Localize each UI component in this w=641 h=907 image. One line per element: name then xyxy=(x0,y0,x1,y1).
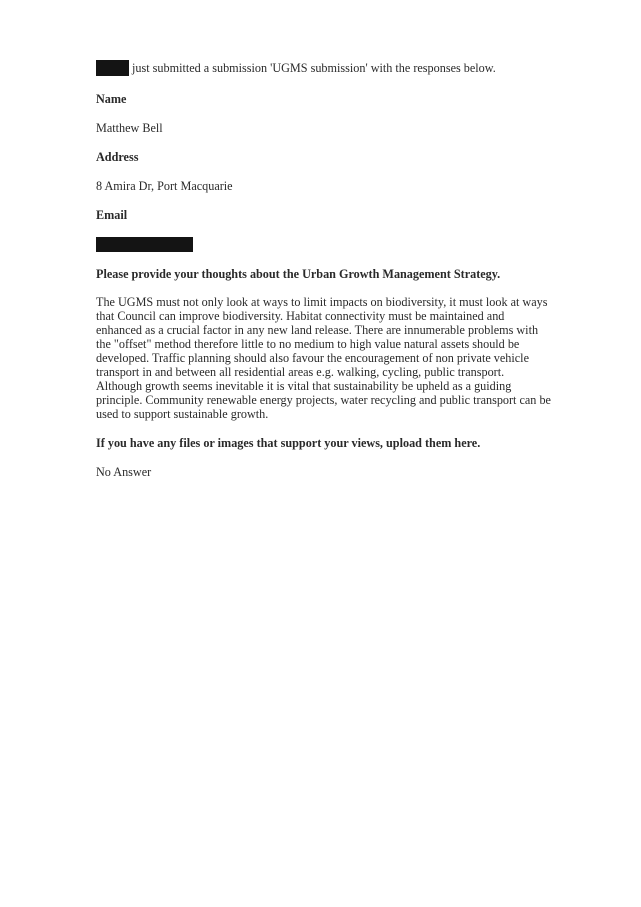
answer-ugms-thoughts: The UGMS must not only look at ways to limit impacts on biodiversity, it must look at ways that Council can improve biodiversity. Habitat connectivity must be maintained and enhanced as a crucial factor in any new land release. There are innumerable problems with the "offset" method therefore little to no medium to high value natural assets should be developed. Traffic planning should also favour the encouragement of non private vehicle transport in and between all residential areas e.g. walking, cycling, public transport. Although growth seems inevitable it is vital that sustainability be upheld as a guiding principle. Community renewable energy projects, water recycling and public transport can be used to support sustainable growth. xyxy=(96,295,551,421)
question-ugms-thoughts: Please provide your thoughts about the Urban Growth Management Strategy. xyxy=(96,267,501,281)
redacted-email-block xyxy=(96,237,193,252)
email-label: Email xyxy=(96,208,128,222)
answer-upload-files: No Answer xyxy=(96,465,152,479)
intro-text: just submitted a submission 'UGMS submission' with the responses below. xyxy=(132,61,496,75)
submission-content xyxy=(96,59,551,479)
address-value: 8 Amira Dr, Port Macquarie xyxy=(96,179,233,193)
address-label: Address xyxy=(96,150,139,164)
question-upload-files: If you have any files or images that support your views, upload them here. xyxy=(96,436,481,450)
redacted-name-block xyxy=(96,60,129,76)
intro-line xyxy=(96,59,551,77)
name-value: Matthew Bell xyxy=(96,121,163,135)
name-label: Name xyxy=(96,92,127,106)
